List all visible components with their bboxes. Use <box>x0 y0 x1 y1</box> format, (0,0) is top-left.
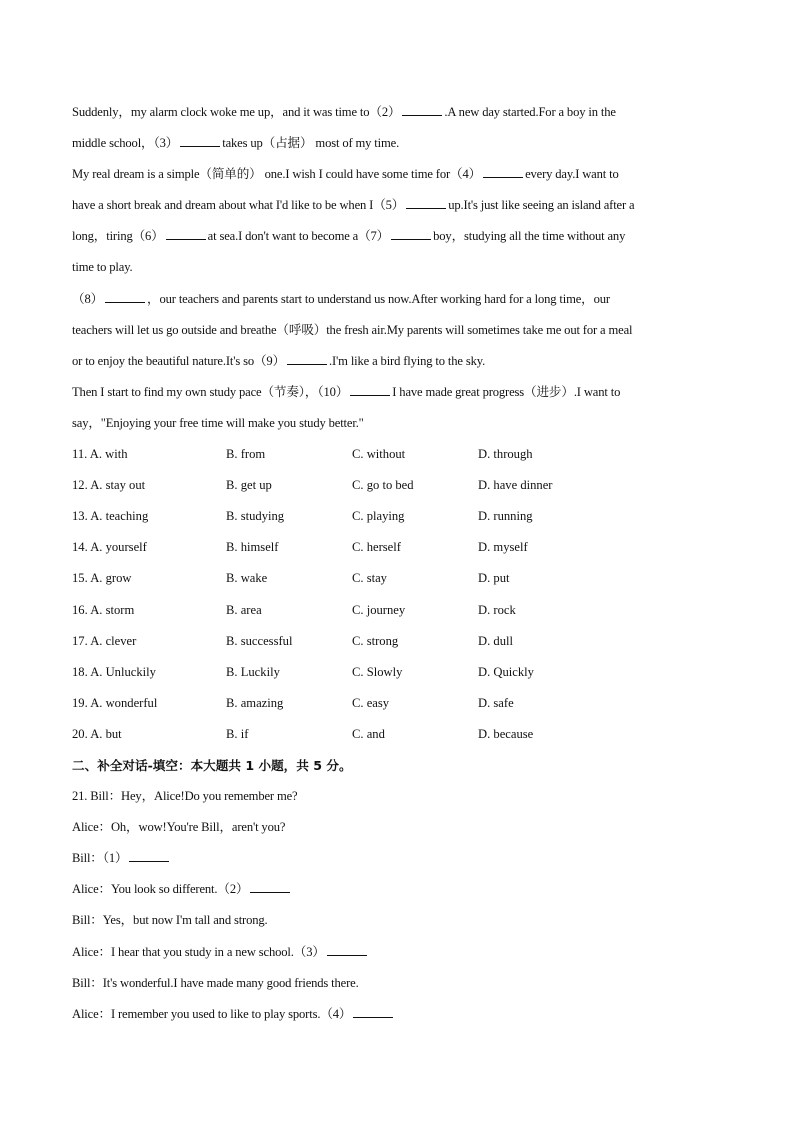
option-b: B. studying <box>226 509 285 524</box>
option-d: D. have dinner <box>478 478 553 493</box>
passage-line <box>72 159 722 190</box>
text-segment: .A new day started.For a boy in the <box>444 105 616 119</box>
question-row <box>72 532 722 563</box>
answer-blank <box>287 352 327 364</box>
option-a: 17. A. clever <box>72 633 137 648</box>
text-segment: Bill：Yes，but now I'm tall and strong. <box>72 913 268 928</box>
text-segment: up.It's just like seeing an island after a <box>448 198 635 213</box>
passage-line <box>72 128 722 159</box>
text-segment: I have made great progress（进步）.I want to <box>392 384 621 399</box>
text-segment: long，tiring（6） <box>72 229 164 244</box>
option-c: C. go to bed <box>352 478 414 493</box>
passage-line <box>72 377 722 408</box>
option-c: C. stay <box>352 571 387 586</box>
option-b: B. Luckily <box>226 664 280 679</box>
text-segment: every day.I want to <box>525 167 619 182</box>
passage-line <box>72 284 722 315</box>
question-row <box>72 657 722 688</box>
answer-blank <box>166 228 206 240</box>
answer-blank <box>129 850 169 862</box>
question-row <box>72 626 722 657</box>
dialogue-line <box>72 843 722 874</box>
answer-blank <box>180 135 220 147</box>
passage-line <box>72 408 722 439</box>
text-segment: Alice：You look so different.（2） <box>72 882 249 897</box>
section-title: 二、补全对话-填空：本大题共 1 小题，共 5 分。 <box>72 757 352 773</box>
text-segment: takes up（占据） most of my time. <box>222 136 400 151</box>
dialogue-line <box>72 999 722 1030</box>
option-c: C. playing <box>352 509 405 524</box>
option-a: 16. A. storm <box>72 602 135 617</box>
option-d: D. through <box>478 447 533 462</box>
option-b: B. from <box>226 447 266 462</box>
question-row <box>72 439 722 470</box>
option-a: 15. A. grow <box>72 571 132 586</box>
text-segment: boy，studying all the time without any <box>433 229 626 244</box>
option-d: D. safe <box>478 695 514 710</box>
option-c: C. journey <box>352 602 406 617</box>
option-b: B. wake <box>226 571 268 586</box>
dialogue <box>72 781 722 1030</box>
dialogue-line <box>72 937 722 968</box>
answer-options <box>72 439 722 750</box>
dialogue-line <box>72 968 722 999</box>
option-b: B. if <box>226 726 249 741</box>
option-b: B. amazing <box>226 695 284 710</box>
dialogue-line <box>72 874 722 905</box>
answer-blank <box>353 1005 393 1017</box>
text-segment: 21. Bill：Hey，Alice!Do you remember me? <box>72 789 298 804</box>
answer-blank <box>402 104 442 116</box>
answer-blank <box>483 166 523 178</box>
text-segment: Then I start to find my own study pace（节奏），（10） <box>72 384 349 399</box>
passage-line <box>72 346 722 377</box>
passage-line <box>72 190 722 221</box>
answer-blank <box>105 290 145 302</box>
option-c: C. without <box>352 447 406 462</box>
text-segment: Alice：I remember you used to like to play sports.（4） <box>72 1006 352 1021</box>
question-row <box>72 595 722 626</box>
text-segment: Bill：It's wonderful.I have made many good friends there. <box>72 975 359 990</box>
option-b: B. area <box>226 602 262 617</box>
text-segment: Bill：（1） <box>72 851 128 866</box>
option-a: 12. A. stay out <box>72 478 146 493</box>
text-segment: （8） <box>72 291 104 306</box>
option-b: B. himself <box>226 540 279 555</box>
answer-blank <box>250 881 290 893</box>
question-row <box>72 688 722 719</box>
option-c: C. easy <box>352 695 390 710</box>
document-page <box>72 97 722 1030</box>
cloze-passage <box>72 97 722 439</box>
option-a: 20. A. but <box>72 726 122 741</box>
answer-blank <box>350 384 390 396</box>
passage-line <box>72 315 722 346</box>
dialogue-line <box>72 812 722 843</box>
dialogue-line <box>72 905 722 936</box>
text-segment: Alice：Oh，wow!You're Bill，aren't you? <box>72 820 286 835</box>
option-c: C. strong <box>352 633 399 648</box>
option-a: 19. A. wonderful <box>72 695 158 710</box>
option-d: D. rock <box>478 602 516 617</box>
dialogue-line <box>72 781 722 812</box>
question-row <box>72 719 722 750</box>
answer-blank <box>391 228 431 240</box>
question-row <box>72 501 722 532</box>
option-c: C. and <box>352 726 385 741</box>
option-d: D. myself <box>478 540 528 555</box>
option-d: D. running <box>478 509 533 524</box>
answer-blank <box>406 197 446 209</box>
text-segment: middle school，（3） <box>72 136 179 151</box>
text-segment: ，our teachers and parents start to understand us now.After working hard for a long time，our <box>147 291 610 306</box>
question-row <box>72 470 722 501</box>
text-segment: My real dream is a simple（简单的） one.I wish I could have some time for（4） <box>72 167 482 182</box>
question-row <box>72 563 722 594</box>
option-a: 13. A. teaching <box>72 509 149 524</box>
passage-line <box>72 252 722 283</box>
option-a: 14. A. yourself <box>72 540 147 555</box>
text-segment: have a short break and dream about what I'd like to be when I（5） <box>72 198 405 213</box>
answer-blank <box>327 943 367 955</box>
text-segment: Suddenly，my alarm clock woke me up，and it was time to（2） <box>72 105 401 119</box>
option-b: B. get up <box>226 478 272 493</box>
option-d: D. because <box>478 726 534 741</box>
option-b: B. successful <box>226 633 293 648</box>
option-c: C. herself <box>352 540 401 555</box>
option-d: D. put <box>478 571 510 586</box>
text-segment: Alice：I hear that you study in a new school.（3） <box>72 944 325 959</box>
option-a: 11. A. with <box>72 447 128 462</box>
passage-line <box>72 97 722 128</box>
text-segment: time to play. <box>72 260 133 275</box>
option-c: C. Slowly <box>352 664 403 679</box>
option-d: D. Quickly <box>478 664 534 679</box>
option-a: 18. A. Unluckily <box>72 664 156 679</box>
text-segment: or to enjoy the beautiful nature.It's so（9） <box>72 353 286 368</box>
option-d: D. dull <box>478 633 513 648</box>
text-segment: say，"Enjoying your free time will make you study better." <box>72 415 364 430</box>
passage-line <box>72 221 722 252</box>
text-segment: at sea.I don't want to become a（7） <box>207 229 390 244</box>
text-segment: teachers will let us go outside and breathe（呼吸）the fresh air.My parents will sometimes take me out for a meal <box>72 322 633 337</box>
text-segment: .I'm like a bird flying to the sky. <box>329 353 486 368</box>
